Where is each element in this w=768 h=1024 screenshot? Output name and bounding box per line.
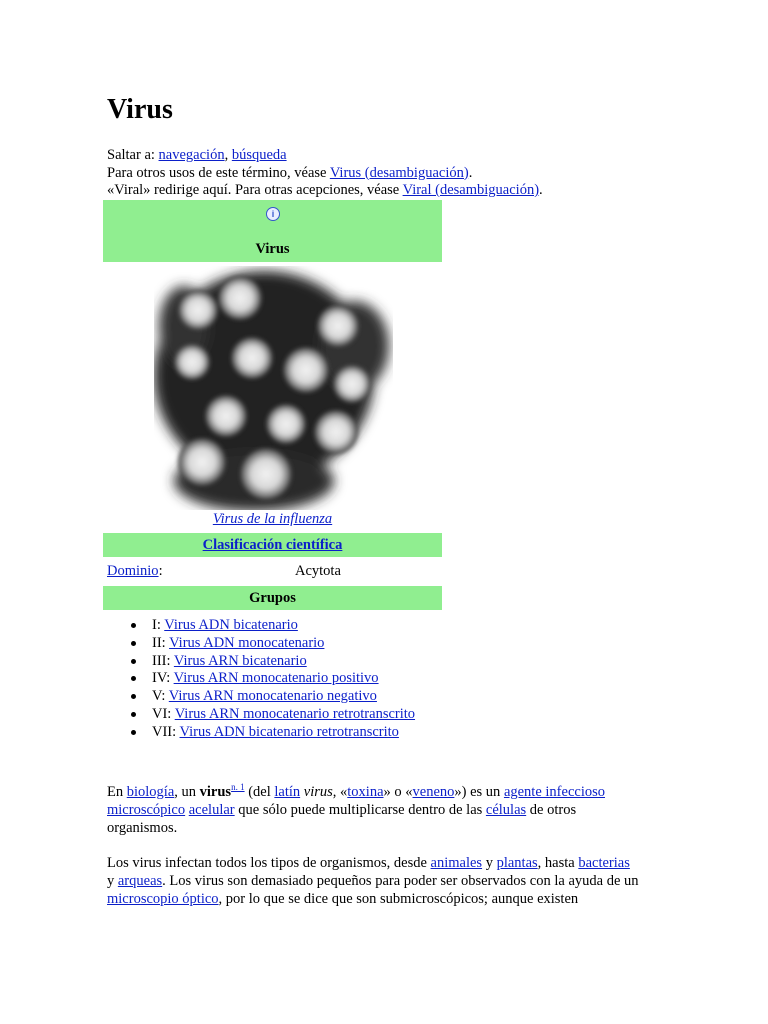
classification-header [103,533,442,557]
group-link[interactable]: Virus ADN bicatenario [164,617,298,633]
optical-microscope-link[interactable]: microscopio óptico [107,891,219,907]
classification-link[interactable]: Clasificación científica [202,537,343,553]
group-link[interactable]: Virus ARN monocatenario positivo [173,670,379,687]
list-item: V: Virus ARN monocatenario negativo [128,687,415,705]
microscopic-link[interactable]: microscópico [107,802,186,818]
list-item: VII: Virus ADN bicatenario retrotranscrito [128,723,415,741]
biology-link[interactable]: biología [126,784,175,800]
disambiguation-note: Para otros usos de este término, véase Virus (desambiguación). [107,164,473,181]
skip-links: Saltar a: navegación, búsqueda [107,147,287,163]
group-link[interactable]: Virus ARN monocatenario negativo [168,688,377,705]
latin-link[interactable]: latín [274,784,301,800]
search-link[interactable]: búsqueda [231,147,287,163]
group-link[interactable]: Virus ADN monocatenario [169,634,325,651]
viral-disambiguation-link[interactable]: Viral (desambiguación) [402,182,540,198]
info-icon[interactable]: i [266,207,280,221]
infectious-agent-link[interactable]: agente infeccioso [503,784,605,800]
acellular-link[interactable]: acelular [188,802,235,818]
list-item: VI: Virus ARN monocatenario retrotranscrito [128,705,415,723]
domain-label-link[interactable]: Dominio [107,563,159,579]
domain-value: Acytota [295,563,341,579]
taxobox [103,200,442,606]
animals-link[interactable]: animales [430,855,483,871]
archaea-link[interactable]: arqueas [117,873,163,889]
groups-list [128,616,415,741]
toxin-link[interactable]: toxina [347,784,384,800]
plants-link[interactable]: plantas [496,855,538,871]
page-title: Virus [107,94,173,125]
list-item: II: Virus ADN monocatenario [128,634,415,652]
paragraph-intro: En biología, un virus$^{n. 1}$ (del latín virus, «toxina» o «veneno») es un agente infeccioso microscópico acelular que sólo puede multiplicarse dentro de las células de otros organismos. [107,782,605,836]
group-link[interactable]: Virus ADN bicatenario retrotranscrito [179,723,399,740]
list-item: III: Virus ARN bicatenario [128,652,415,670]
list-item: IV: Virus ARN monocatenario positivo [128,669,415,687]
group-link[interactable]: Virus ARN bicatenario [173,652,307,669]
taxobox-title: Virus [255,241,290,257]
venom-link[interactable]: veneno [412,784,455,800]
footnote-link[interactable]: n. 1 [231,782,245,793]
bacteria-link[interactable]: bacterias [578,855,630,871]
groups-header: Grupos [103,586,442,610]
list-item: I: Virus ADN bicatenario [128,616,415,634]
domain-row: Dominio: Acytota [107,563,341,579]
image-caption[interactable]: Virus de la influenza [212,511,333,527]
cells-link[interactable]: células [485,802,527,818]
virus-micrograph-image[interactable] [154,266,393,510]
taxobox-header [103,200,442,262]
intro-notes [107,146,667,199]
viral-redirect-note: «Viral» redirige aquí. Para otras acepciones, véase Viral (desambiguación). [107,182,543,198]
virus-disambiguation-link[interactable]: Virus (desambiguación) [329,164,469,181]
paragraph-hosts: Los virus infectan todos los tipos de organismos, desde animales y plantas, hasta bacterias y arqueas. Los virus son demasiado pequeños para poder ser observados con la ayuda de un microscopio óptico, por lo que se dice que son submicroscópicos; aunque existen [107,855,639,907]
navigation-link[interactable]: navegación [158,147,225,163]
group-link[interactable]: Virus ARN monocatenario retrotranscrito [174,705,416,722]
